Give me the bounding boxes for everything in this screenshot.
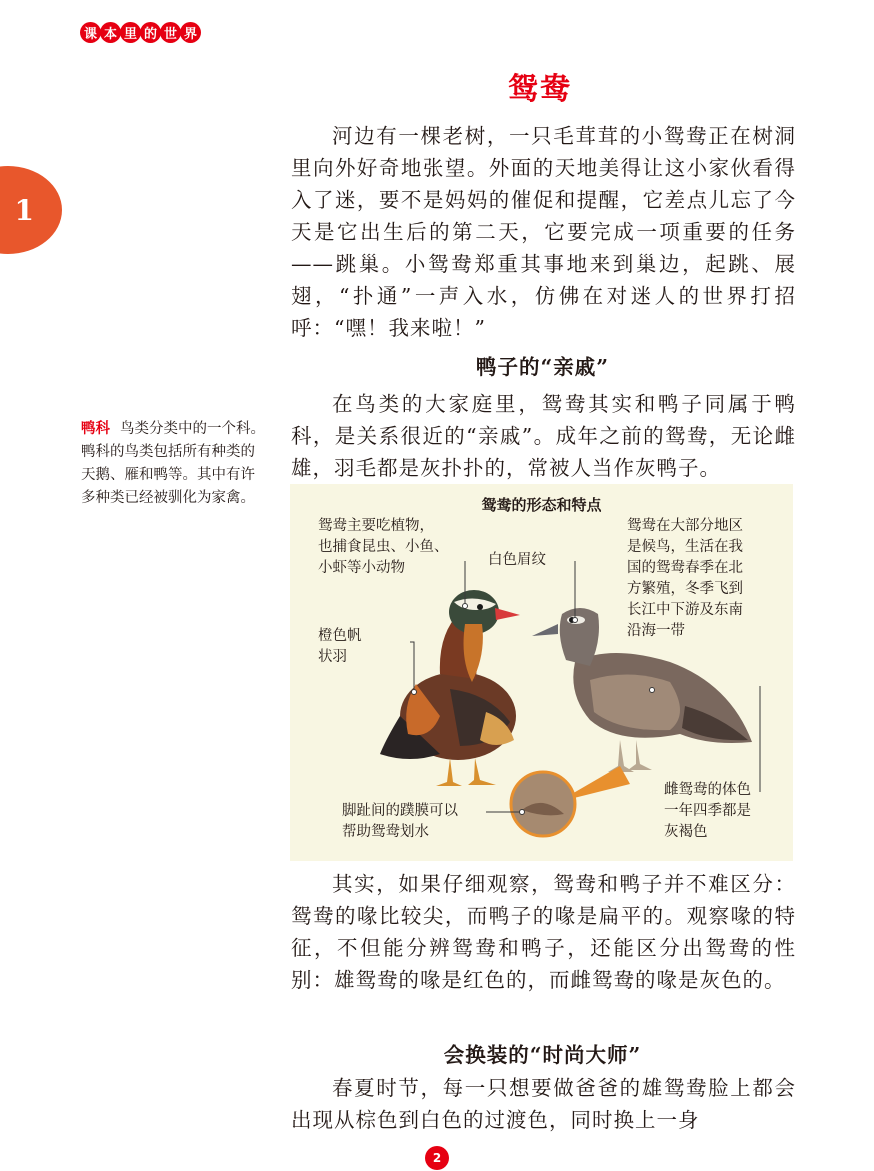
caption-webbed-feet bbox=[342, 801, 458, 843]
paragraph-duck-family: 在鸟类的大家庭里，鸳鸯其实和鸭子同属于鸭科，是关系很近的“亲戚”。成年之前的鸳鸯，无论雌雄，羽毛都是灰扑扑的，常被人当作灰鸭子。 bbox=[291, 392, 796, 480]
glossary-note bbox=[81, 418, 266, 510]
caption-line: 灰褐色 bbox=[664, 824, 708, 840]
figure-mandarin-duck bbox=[290, 484, 793, 861]
caption-line: 国的鸳鸯春季在北 bbox=[627, 560, 743, 576]
chapter-badge: 1 bbox=[0, 166, 62, 254]
series-tag-char: 世 bbox=[160, 22, 181, 43]
series-tag-char: 课 bbox=[80, 22, 101, 43]
paragraph-beak-difference: 其实，如果仔细观察，鸳鸯和鸭子并不难区分：鸳鸯的喙比较尖，而鸭子的喙是扁平的。观察喙的特征，不但能分辨鸳鸯和鸭子，还能区分出鸳鸯的性别：雄鸳鸯的喙是红色的，而雌鸳鸯的喙是灰色的。 bbox=[291, 872, 796, 992]
section-heading-fashion: 会换装的“时尚大师” bbox=[443, 1043, 642, 1067]
caption-white-eyebrow: 白色眉纹 bbox=[488, 552, 546, 568]
webbed-foot-inset bbox=[511, 766, 630, 836]
glossary-definition: 鸟类分类中的一个科。鸭科的鸟类包括所有种类的天鹅、雁和鸭等。其中有许多种类已经被驯化为家禽。 bbox=[81, 421, 265, 506]
caption-line: 沿海一带 bbox=[627, 623, 685, 639]
caption-line: 一年四季都是 bbox=[664, 803, 751, 819]
series-tag-char: 的 bbox=[140, 22, 161, 43]
caption-sail-feather bbox=[318, 626, 362, 668]
page-number: 2 bbox=[425, 1146, 449, 1170]
caption-line: 雌鸳鸯的体色 bbox=[664, 782, 751, 798]
series-tag-char: 界 bbox=[180, 22, 201, 43]
figure-title: 鸳鸯的形态和特点 bbox=[481, 496, 602, 514]
caption-diet bbox=[318, 516, 449, 579]
caption-line: 鸳鸯主要吃植物， bbox=[318, 518, 434, 534]
caption-line: 鸳鸯在大部分地区 bbox=[627, 518, 743, 534]
glossary-term: 鸭科 bbox=[81, 421, 110, 437]
page-title: 鸳鸯 bbox=[508, 72, 572, 107]
male-duck-drawing bbox=[380, 590, 520, 786]
intro-paragraph: 河边有一棵老树，一只毛茸茸的小鸳鸯正在树洞里向外好奇地张望。外面的天地美得让这小家伙看得入了迷，要不是妈妈的催促和提醒，它差点儿忘了今天是它出生后的第二天，它要完成一项重要的任务——跳巢。小鸳鸯郑重其事地来到巢边，起跳、展翅，“扑通”一声入水，仿佛在对迷人的世界打招呼：“嘿！我来啦！” bbox=[291, 124, 796, 340]
caption-line: 是候鸟，生活在我 bbox=[627, 539, 743, 555]
caption-migration bbox=[627, 516, 743, 642]
paragraph-plumage-change: 春夏时节，每一只想要做爸爸的雄鸳鸯脸上都会出现从棕色到白色的过渡色，同时换上一身 bbox=[291, 1076, 796, 1132]
series-tag bbox=[80, 22, 200, 43]
caption-line: 脚趾间的蹼膜可以 bbox=[342, 803, 458, 819]
caption-line: 状羽 bbox=[318, 649, 347, 665]
series-tag-char: 本 bbox=[100, 22, 121, 43]
caption-line: 帮助鸳鸯划水 bbox=[342, 824, 429, 840]
caption-female-color bbox=[664, 780, 751, 843]
caption-line: 也捕食昆虫、小鱼、 bbox=[318, 539, 449, 555]
caption-line: 长江中下游及东南 bbox=[627, 602, 743, 618]
section-heading-relatives: 鸭子的“亲戚” bbox=[475, 355, 610, 379]
caption-line: 方繁殖，冬季飞到 bbox=[627, 581, 743, 597]
caption-line: 橙色帆 bbox=[318, 628, 362, 644]
series-tag-char: 里 bbox=[120, 22, 141, 43]
caption-line: 小虾等小动物 bbox=[318, 560, 405, 576]
